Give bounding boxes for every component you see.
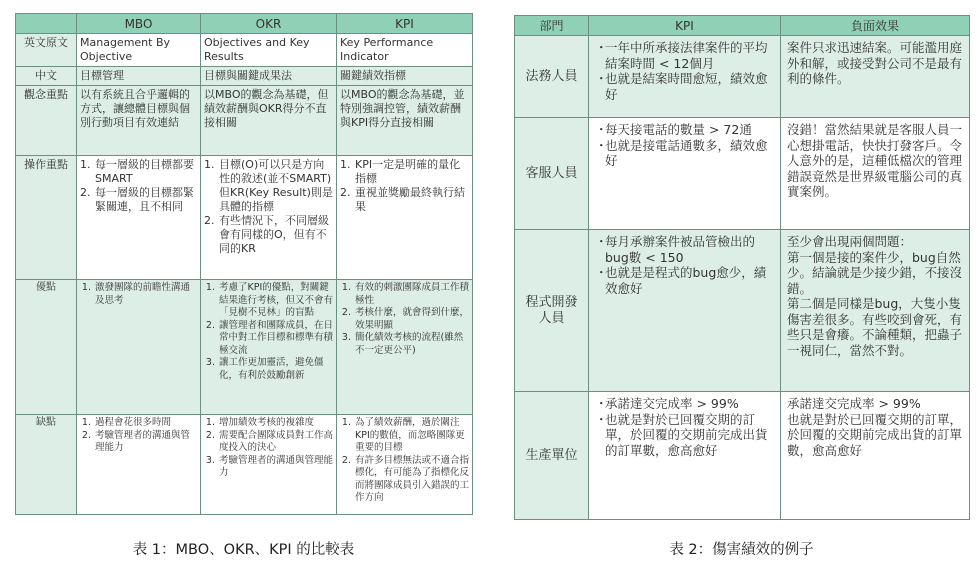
- kpi-cell: 以MBO的觀念為基礎，並特別強調控管，績效薪酬與KPI得分直接相關: [337, 86, 473, 156]
- mbo-cell: 以有系統且合乎邏輯的方式，讓總體目標與個別行動項目有效連結: [77, 86, 201, 156]
- dept-cell: 客服人員: [515, 118, 589, 230]
- header-cell: 負面效果: [781, 16, 970, 36]
- mbo-cell: [77, 280, 201, 415]
- table-header-row: [515, 16, 970, 36]
- kpi-cell: [589, 230, 781, 392]
- table-caption: 表 1：MBO、OKR、KPI 的比較表: [132, 542, 355, 558]
- header-cell: KPI: [337, 14, 473, 34]
- table-caption: 表 2：傷害績效的例子: [669, 542, 814, 558]
- kpi-cell: 關鍵績效指標: [337, 67, 473, 86]
- list-item: 1. 考慮了KPI的優點，對關鍵結果進行考核，但又不會有「見樹不見林」的盲點: [218, 282, 333, 320]
- comparison-table: [15, 13, 473, 515]
- list-item: 每天接電話的數量 > 72通: [605, 122, 752, 137]
- row-label: 優點: [16, 280, 77, 415]
- list-item: 1. 目標(O)可以只是方向性的敘述(並不SMART)但KR(Key Result)則是具體的指標: [218, 158, 333, 214]
- okr-cell: 目標與關鍵成果法: [201, 67, 337, 86]
- bullet: ・: [595, 234, 608, 249]
- kpi-cell: [589, 36, 781, 118]
- list-item: 2. 考核什麼，就會得到什麼，效果明顯: [354, 307, 469, 332]
- row-label: 缺點: [16, 415, 77, 515]
- list-item: 2. 讓管理者和團隊成員，在日常中對工作目標和標準有積極交流: [218, 320, 333, 358]
- list-item: 1. 為了績效薪酬，過於關注KPI的數值，而忽略團隊更重要的目標: [354, 417, 469, 455]
- kpi-cell: [337, 280, 473, 415]
- bullet: ・: [595, 411, 608, 427]
- dept-cell: 法務人員: [515, 36, 589, 118]
- table-row: [16, 34, 473, 67]
- okr-cell: [201, 415, 337, 515]
- table-row: [16, 86, 473, 156]
- row-label: 操作重點: [16, 156, 77, 280]
- table-row: [16, 415, 473, 515]
- negative-effects-table: [514, 15, 970, 520]
- effect-cell: 沒錯！當然結果就是客服人員一心想掛電話，快快打發客戶。令人意外的是，這種低檔次的管理錯誤竟然是世界級電腦公司的真實案例。: [781, 118, 970, 230]
- kpi-cell: [589, 118, 781, 230]
- row-label: 英文原文: [16, 34, 77, 67]
- dept-cell: 程式開發人員: [515, 230, 589, 392]
- list-item: 3. 讓工作更加靈活，避免僵化，有利於鼓勵創新: [218, 357, 333, 382]
- header-cell: [16, 14, 77, 34]
- table-row: [515, 392, 970, 520]
- header-cell: KPI: [589, 16, 781, 36]
- list-item: 1. 激發團隊的前瞻性溝通及思考: [94, 282, 197, 307]
- dept-cell: 生產單位: [515, 392, 589, 520]
- table-row: [16, 67, 473, 86]
- header-cell: OKR: [201, 14, 337, 34]
- mbo-cell: [77, 156, 201, 280]
- kpi-cell: [337, 156, 473, 280]
- bullet: ・: [595, 137, 608, 153]
- row-label: 中文: [16, 67, 77, 86]
- row-label: 觀念重點: [16, 86, 77, 156]
- kpi-cell: [337, 415, 473, 515]
- list-item: 也就是對於已回覆交期的訂單，於回覆的交期前完成出貨的訂單數，愈高愈好: [605, 411, 768, 458]
- list-item: 2. 考驗管理者的溝通與管理能力: [94, 430, 197, 455]
- bullet: ・: [595, 396, 608, 411]
- table-row: [16, 280, 473, 415]
- list-item: 一年中所承接法律案件的平均結案時間 < 12個月: [605, 40, 768, 71]
- mbo-cell: 目標管理: [77, 67, 201, 86]
- table-row: [515, 118, 970, 230]
- kpi-cell: Key Performance Indicator: [337, 34, 473, 67]
- list-item: 1. 有效的刺激團隊成員工作積極性: [354, 282, 469, 307]
- list-item: 1. KPI一定是明確的量化指標: [354, 158, 469, 186]
- list-item: 2. 需要配合團隊成員對工作高度投入的決心: [218, 430, 333, 455]
- list-item: 1. 增加績效考核的複雜度: [218, 417, 333, 430]
- list-item: 每月承辦案件被品管檢出的bug數 < 150: [605, 234, 756, 265]
- effect-cell: 案件只求迅速結案。可能濫用庭外和解，或接受對公司不是最有利的條件。: [781, 36, 970, 118]
- mbo-cell: [77, 415, 201, 515]
- kpi-cell: [589, 392, 781, 520]
- table-row: [515, 36, 970, 118]
- list-item: 2. 有些情況下，不同層級會有同樣的O，但有不同的KR: [218, 214, 333, 256]
- okr-cell: [201, 156, 337, 280]
- list-item: 3. 考驗管理者的溝通與管理能力: [218, 455, 333, 480]
- list-item: 承諾達交完成率 > 99%: [605, 396, 739, 411]
- list-item: 1. 過程會花很多時間: [94, 417, 197, 430]
- list-item: 也就是結案時間愈短，績效愈好: [605, 71, 768, 102]
- bullet: ・: [595, 122, 608, 137]
- list-item: 2. 每一層級的目標都緊緊關連，且不相同: [94, 186, 197, 214]
- bullet: ・: [595, 40, 608, 55]
- mbo-cell: Management By Objective: [77, 34, 201, 67]
- list-item: 1. 每一層級的目標都要SMART: [94, 158, 197, 186]
- table-row: [515, 230, 970, 392]
- list-item: 2. 重視並獎勵最終執行結果: [354, 186, 469, 214]
- header-cell: MBO: [77, 14, 201, 34]
- effect-cell: 承諾達交完成率 > 99% 也就是對於已回覆交期的訂單，於回覆的交期前完成出貨的訂單數，愈高愈好: [781, 392, 970, 520]
- table-row: [16, 156, 473, 280]
- list-item: 也就是是程式的bug愈少，績效愈好: [605, 265, 767, 296]
- okr-cell: [201, 280, 337, 415]
- table-header-row: [16, 14, 473, 34]
- effect-cell: 至少會出現兩個問題： 第一個是接的案件少，bug自然少。結論就是少接少錯，不接沒錯。 第二個是同樣是bug，大隻小隻傷害差很多。有些咬到會死，有些只是會癢。不論種類，把蟲子一視同仁，當然不對。: [781, 230, 970, 392]
- bullet: ・: [595, 265, 608, 280]
- list-item: 3. 簡化績效考核的流程(雖然不一定更公平): [354, 332, 469, 357]
- header-cell: 部門: [515, 16, 589, 36]
- okr-cell: Objectives and Key Results: [201, 34, 337, 67]
- okr-cell: 以MBO的觀念為基礎，但績效薪酬與OKR得分不直接相關: [201, 86, 337, 156]
- bullet: ・: [595, 71, 608, 86]
- list-item: 2. 有許多目標無法或不適合指標化，有可能為了指標化反而將團隊成員引入錯誤的工作方向: [354, 455, 469, 505]
- list-item: 也就是接電話通數多，績效愈好: [605, 137, 768, 168]
